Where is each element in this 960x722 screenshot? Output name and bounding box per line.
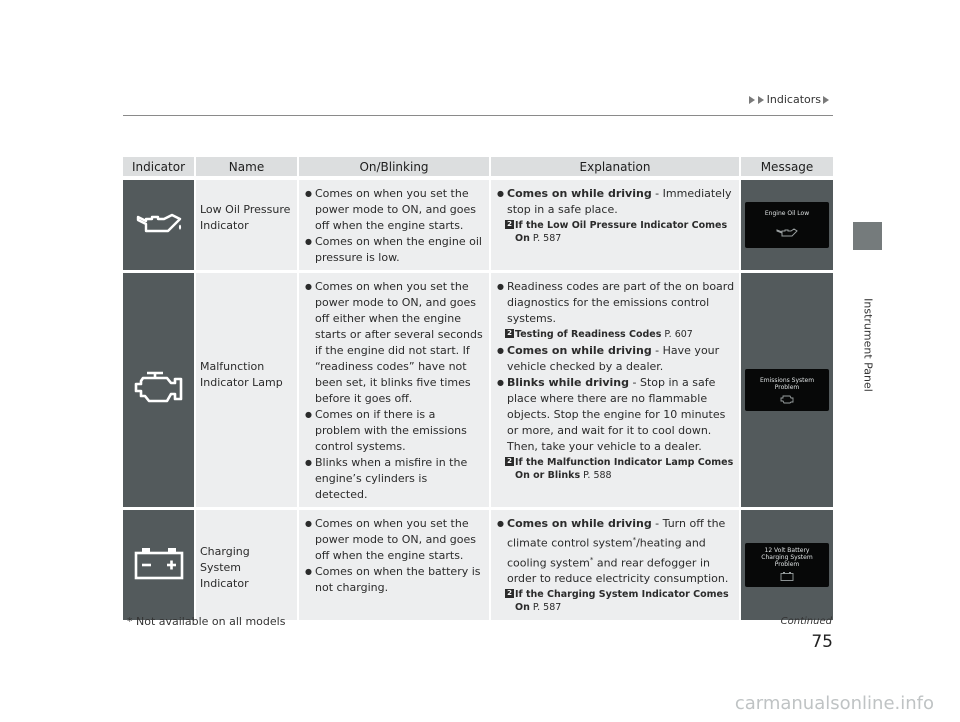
reference-arrow-icon: 2 bbox=[505, 329, 514, 338]
footnote: * Not available on all models bbox=[127, 615, 286, 628]
indicator-cell bbox=[123, 180, 196, 273]
list-item: ● Comes on when the battery is not charging. bbox=[305, 564, 483, 596]
page-reference-link[interactable]: 2 If the Charging System Indicator Comes On P. 587 bbox=[497, 588, 735, 614]
reference-arrow-icon: 2 bbox=[505, 589, 514, 598]
oil-can-icon bbox=[776, 227, 798, 237]
page-reference-link[interactable]: 2 If the Malfunction Indicator Lamp Comes On or Blinks P. 588 bbox=[497, 456, 735, 482]
table-row bbox=[123, 510, 833, 623]
column-header: Message bbox=[741, 157, 833, 180]
list-item: ● Comes on when you set the power mode to ON, and goes off when the engine starts. bbox=[305, 186, 483, 234]
battery-icon bbox=[780, 571, 794, 581]
indicator-name: Charging System Indicator bbox=[196, 510, 299, 623]
explanation-cell bbox=[491, 180, 741, 273]
page-reference-link[interactable]: 2 If the Low Oil Pressure Indicator Comes On P. 587 bbox=[497, 219, 735, 245]
page-reference-link[interactable]: 2 Testing of Readiness Codes P. 607 bbox=[497, 328, 735, 341]
message-cell bbox=[741, 180, 833, 273]
indicator-cell bbox=[123, 273, 196, 510]
column-header: Name bbox=[196, 157, 299, 180]
explanation-cell bbox=[491, 510, 741, 623]
check-engine-icon bbox=[133, 369, 185, 407]
breadcrumb-label[interactable]: Indicators bbox=[766, 93, 821, 106]
header-rule bbox=[123, 115, 833, 116]
table-header-row bbox=[123, 157, 833, 180]
message-display: 12 Volt Battery Charging System Problem bbox=[745, 543, 829, 587]
indicator-name: Low Oil Pressure Indicator bbox=[196, 180, 299, 273]
section-tab bbox=[853, 222, 882, 250]
breadcrumb-arrow-icon bbox=[758, 96, 764, 104]
list-item: ● Comes on while driving - Turn off the climate control system*/heating and cooling system* and rear defogger in order to reduce electricity consumption. bbox=[497, 516, 735, 587]
indicator-name: Malfunction Indicator Lamp bbox=[196, 273, 299, 510]
message-cell bbox=[741, 273, 833, 510]
on-blinking-cell bbox=[299, 273, 491, 510]
breadcrumb bbox=[749, 93, 830, 106]
list-item: ● Comes on when the engine oil pressure is low. bbox=[305, 234, 483, 266]
indicator-table bbox=[123, 157, 833, 623]
table-row bbox=[123, 180, 833, 273]
column-header: Explanation bbox=[491, 157, 741, 180]
list-item: ● Comes on when you set the power mode to ON, and goes off either when the engine starts or after several seconds if the engine did not start. If “readiness codes” have not been set, it blinks five times before it goes off. bbox=[305, 279, 483, 407]
on-blinking-cell bbox=[299, 510, 491, 623]
reference-arrow-icon: 2 bbox=[505, 457, 514, 466]
column-header: On/Blinking bbox=[299, 157, 491, 180]
list-item: ● Blinks while driving - Stop in a safe place where there are no flammable objects. Stop the engine for 10 minutes or more, and wait for it to cool down. Then, take your vehicle to a dealer. bbox=[497, 375, 735, 455]
indicator-cell bbox=[123, 510, 196, 623]
reference-arrow-icon: 2 bbox=[505, 220, 514, 229]
breadcrumb-arrow-icon bbox=[749, 96, 755, 104]
column-header: Indicator bbox=[123, 157, 196, 180]
list-item: ● Readiness codes are part of the on board diagnostics for the emissions control systems. bbox=[497, 279, 735, 327]
continued-label: Continued bbox=[780, 616, 832, 627]
list-item: ● Blinks when a misfire in the engine’s cylinders is detected. bbox=[305, 455, 483, 503]
on-blinking-cell bbox=[299, 180, 491, 273]
message-display: Engine Oil Low bbox=[745, 202, 829, 248]
list-item: ● Comes on while driving - Have your vehicle checked by a dealer. bbox=[497, 343, 735, 375]
section-label: Instrument Panel bbox=[861, 298, 875, 392]
breadcrumb-arrow-icon bbox=[823, 96, 829, 104]
table-row bbox=[123, 273, 833, 510]
message-display: Emissions System Problem bbox=[745, 369, 829, 411]
list-item: ● Comes on if there is a problem with the emissions control systems. bbox=[305, 407, 483, 455]
page-number: 75 bbox=[811, 632, 833, 652]
message-cell bbox=[741, 510, 833, 623]
watermark: carmanualsonline.info bbox=[734, 693, 934, 714]
list-item: ● Comes on when you set the power mode to ON, and goes off when the engine starts. bbox=[305, 516, 483, 564]
battery-icon bbox=[133, 546, 185, 580]
list-item: ● Comes on while driving - Immediately stop in a safe place. bbox=[497, 186, 735, 218]
oil-can-icon bbox=[134, 211, 184, 235]
check-engine-icon bbox=[780, 394, 794, 404]
explanation-cell bbox=[491, 273, 741, 510]
